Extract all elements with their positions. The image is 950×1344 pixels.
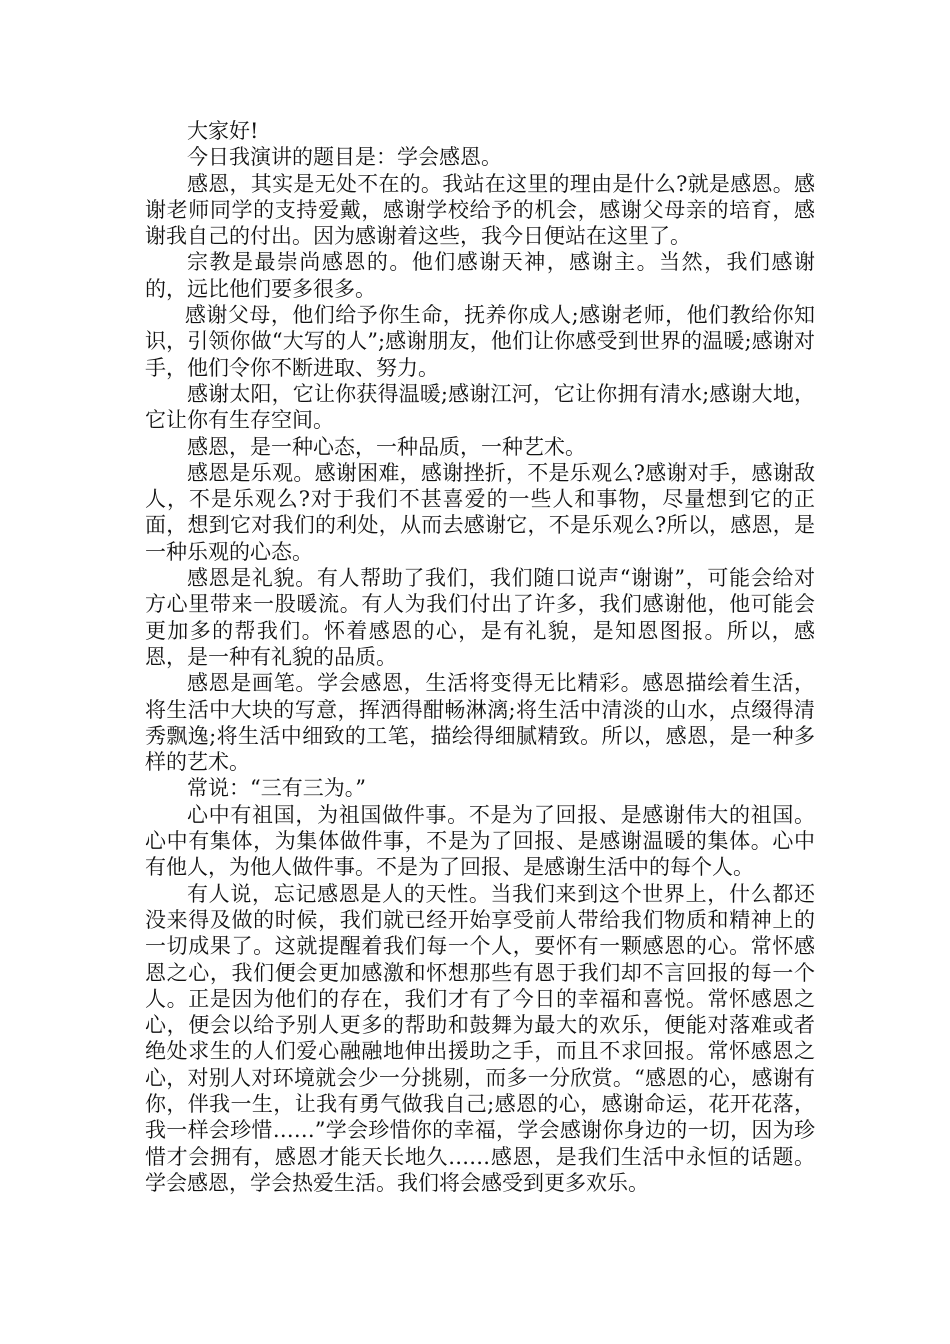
paragraph: 感恩是礼貌。有人帮助了我们，我们随口说声“谢谢”，可能会给对方心里带来一股暖流。有人为我们付出了许多，我们感谢他，他可能会更加多的帮我们。怀着感恩的心，是有礼貌，是知恩图报。所以，感恩，是一种有礼貌的品质。 <box>145 566 815 669</box>
topic-line: 今日我演讲的题目是：学会感恩。 <box>187 145 502 170</box>
speech-document <box>145 118 815 1196</box>
paragraph: 心中有祖国，为祖国做件事。不是为了回报、是感谢伟大的祖国。心中有集体，为集体做件事，不是为了回报、是感谢温暖的集体。心中有他人，为他人做件事。不是为了回报、是感谢生活中的每个人。 <box>145 802 815 880</box>
paragraph: 宗教是最崇尚感恩的。他们感谢天神，感谢主。当然，我们感谢的，远比他们要多很多。 <box>145 250 815 301</box>
paragraph: 感谢父母，他们给予你生命，抚养你成人;感谢老师，他们教给你知识，引领你做“大写的人”;感谢朋友，他们让你感受到世界的温暖;感谢对手，他们令你不断进取、努力。 <box>145 303 815 380</box>
greeting: 大家好! <box>187 119 259 143</box>
paragraph: 感恩，是一种心态，一种品质，一种艺术。 <box>187 434 586 459</box>
paragraph: 有人说，忘记感恩是人的天性。当我们来到这个世界上，什么都还没来得及做的时候，我们就已经开始享受前人带给我们物质和精神上的一切成果了。这就提醒着我们每一个人，要怀有一颗感恩的心。常怀感恩之心，我们便会更加感激和怀想那些有恩于我们却不言回报的每一个人。正是因为他们的存在，我们才有了今日的幸福和喜悦。常怀感恩之心，便会以给予别人更多的帮助和鼓舞为最大的欢乐，便能对落难或者绝处求生的人们爱心融融地伸出援助之手，而且不求回报。常怀感恩之心，对别人对环境就会少一分挑剔，而多一分欣赏。“感恩的心，感谢有你，伴我一生，让我有勇气做我自己;感恩的心，感谢命运，花开花落，我一样会珍惜……”学会珍惜你的幸福，学会感谢你身边的一切，因为珍惜才会拥有，感恩才能天长地久……感恩，是我们生活中永恒的话题。学会感恩，学会热爱生活。我们将会感受到更多欢乐。 <box>145 881 815 1195</box>
paragraph: 感谢太阳，它让你获得温暖;感谢江河，它让你拥有清水;感谢大地，它让你有生存空间。 <box>145 381 815 433</box>
paragraph: 感恩，其实是无处不在的。我站在这里的理由是什么?就是感恩。感谢老师同学的支持爱戴，感谢学校给予的机会，感谢父母亲的培育，感谢我自己的付出。因为感谢着这些，我今日便站在这里了。 <box>145 171 815 249</box>
paragraph: 感恩是乐观。感谢困难，感谢挫折，不是乐观么?感谢对手，感谢敌人，不是乐观么?对于我们不甚喜爱的一些人和事物，尽量想到它的正面，想到它对我们的利处，从而去感谢它，不是乐观么?所以，感恩，是一种乐观的心态。 <box>145 460 815 564</box>
paragraph: 常说：“三有三为。” <box>187 776 366 801</box>
paragraph: 感恩是画笔。学会感恩，生活将变得无比精彩。感恩描绘着生活，将生活中大块的写意，挥洒得酣畅淋漓;将生活中清淡的山水，点缀得清秀飘逸;将生活中细致的工笔，描绘得细腻精致。所以，感恩，是一种多样的艺术。 <box>145 671 815 775</box>
